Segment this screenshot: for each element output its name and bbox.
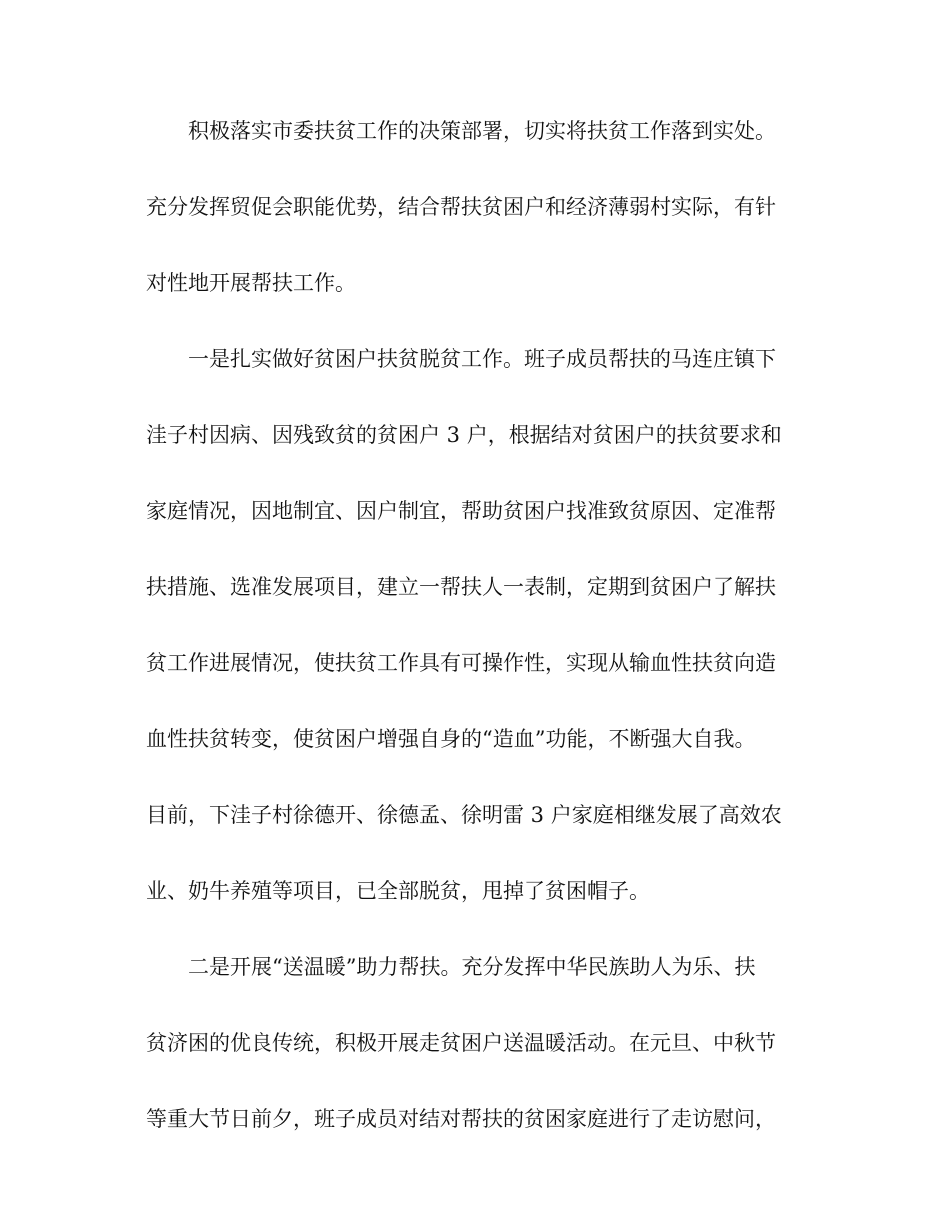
text-line: 二是开展“送温暖”助力帮扶。充分发挥中华民族助人为乐、扶 [188,955,756,979]
paragraph-1 [146,110,801,304]
text-line: 业、奶牛养殖等项目，已全部脱贫，甩掉了贫困帽子。 [146,879,650,903]
text-line: 一是扎实做好贫困户扶贫脱贫工作。班子成员帮扶的马连庄镇下 [188,347,776,371]
text-line: 目前，下洼子村徐德开、徐德孟、徐明雷 3 户家庭相继发展了高效农 [146,803,782,827]
text-line: 扶措施、选准发展项目，建立一帮扶人一表制，定期到贫困户了解扶 [146,575,776,599]
text-line: 对性地开展帮扶工作。 [146,271,356,295]
text-line: 贫济困的优良传统，积极开展走贫困户送温暖活动。在元旦、中秋节 [146,1031,776,1055]
text-line: 充分发挥贸促会职能优势，结合帮扶贫困户和经济薄弱村实际，有针 [146,195,776,219]
text-line: 家庭情况，因地制宜、因户制宜，帮助贫困户找准致贫原因、定准帮 [146,499,776,523]
paragraph-2 [146,338,801,912]
text-line: 洼子村因病、因残致贫的贫困户 3 户，根据结对贫困户的扶贫要求和 [146,423,782,447]
text-line: 贫工作进展情况，使扶贫工作具有可操作性，实现从输血性扶贫向造 [146,651,776,675]
paragraph-3 [146,946,801,1140]
text-line: 等重大节日前夕，班子成员对结对帮扶的贫困家庭进行了走访慰问， [146,1107,776,1131]
document-body [146,110,801,1174]
text-line: 积极落实市委扶贫工作的决策部署，切实将扶贫工作落到实处。 [188,119,776,143]
text-line: 血性扶贫转变，使贫困户增强自身的“造血”功能，不断强大自我。 [146,727,756,751]
